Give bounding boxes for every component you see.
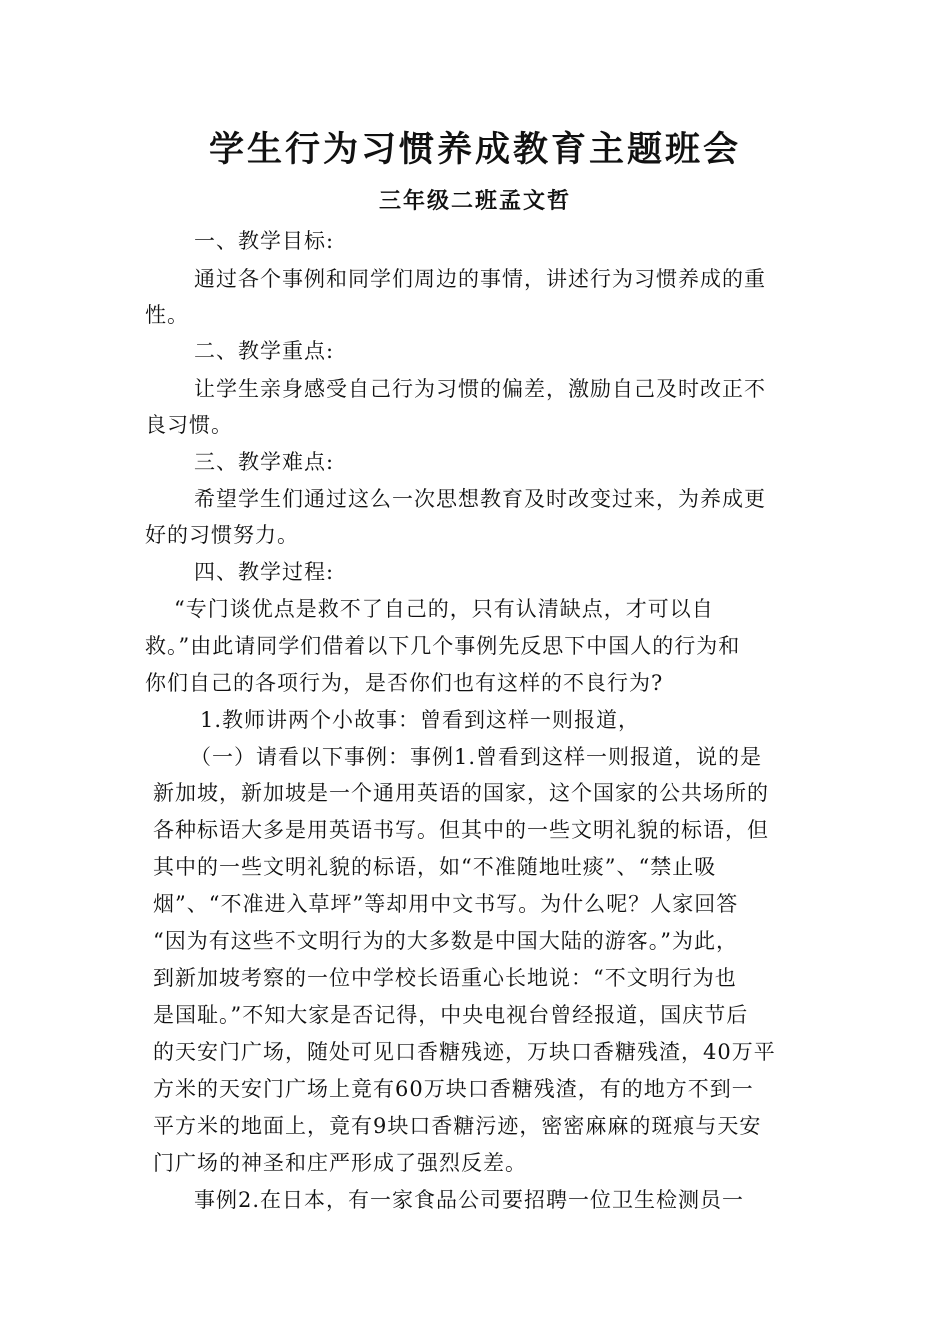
document-title: 学生行为习惯养成教育主题班会 bbox=[208, 129, 741, 170]
body-line: 方米的天安门广场上竟有60万块口香糖残渣，有的地方不到一 bbox=[153, 1077, 754, 1101]
body-line: 新加坡，新加坡是一个通用英语的国家，这个国家的公共场所的 bbox=[153, 781, 769, 805]
section-heading-difficulties: 三、教学难点: bbox=[194, 450, 335, 474]
body-line: （一）请看以下事例：事例1.曾看到这样一则报道，说的是 bbox=[190, 745, 763, 769]
body-line: 门广场的神圣和庄严形成了强烈反差。 bbox=[153, 1151, 527, 1175]
body-line: 事例2.在日本，有一家食品公司要招聘一位卫生检测员一 bbox=[194, 1188, 745, 1212]
body-line: 烟”、“不准进入草坪”等却用中文书写。为什么呢？人家回答 bbox=[153, 892, 739, 916]
body-line: 其中的一些文明礼貌的标语，如“不准随地吐痰”、“禁止吸 bbox=[153, 855, 717, 879]
body-line: 的天安门广场，随处可见口香糖残迹，万块口香糖残渣，40万平 bbox=[153, 1040, 776, 1064]
body-line: 通过各个事例和同学们周边的事情，讲述行为习惯养成的重 bbox=[194, 267, 766, 291]
body-line: 良习惯。 bbox=[145, 413, 233, 437]
body-line: 是国耻。”不知大家是否记得，中央电视台曾经报道，国庆节后 bbox=[153, 1003, 749, 1027]
document-author: 三年级二班孟文哲 bbox=[378, 188, 571, 214]
body-line: 各种标语大多是用英语书写。但其中的一些文明礼貌的标语，但 bbox=[153, 818, 769, 842]
body-line: “因为有这些不文明行为的大多数是中国大陆的游客。”为此， bbox=[153, 929, 738, 953]
body-line: 1.教师讲两个小故事：曾看到这样一则报道， bbox=[200, 708, 641, 732]
body-line: 救。”由此请同学们借着以下几个事例先反思下中国人的行为和 bbox=[145, 634, 741, 658]
body-line: 性。 bbox=[145, 303, 189, 327]
body-line: 平方米的地面上，竟有9块口香糖污迹，密密麻麻的斑痕与天安 bbox=[153, 1114, 762, 1138]
section-heading-process: 四、教学过程: bbox=[194, 560, 335, 584]
section-heading-objectives: 一、教学目标: bbox=[194, 229, 335, 253]
body-line: 到新加坡考察的一位中学校长语重心长地说：“不文明行为也 bbox=[153, 966, 737, 990]
body-line: 好的习惯努力。 bbox=[145, 523, 299, 547]
body-line: 你们自己的各项行为，是否你们也有这样的不良行为? bbox=[145, 671, 664, 695]
body-line: 让学生亲身感受自己行为习惯的偏差，激励自己及时改正不 bbox=[194, 377, 766, 401]
section-heading-key-points: 二、教学重点: bbox=[194, 339, 335, 363]
body-line: “专门谈优点是救不了自己的，只有认清缺点，才可以自 bbox=[174, 597, 714, 621]
body-line: 希望学生们通过这么一次思想教育及时改变过来，为养成更 bbox=[194, 487, 766, 511]
